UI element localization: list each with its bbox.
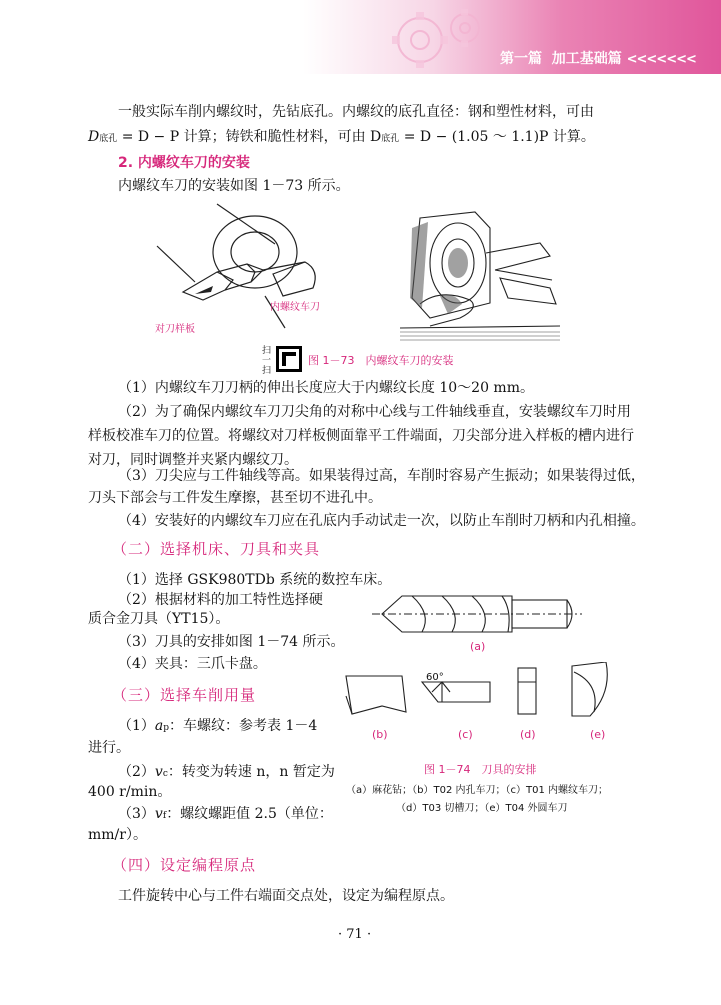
sym-d: D <box>88 129 100 145</box>
header-part-title: 加工基础篇 <box>551 51 622 67</box>
sec2-item-2-cont: 质合金刀具（YT15）。 <box>88 611 230 627</box>
page-header <box>0 0 721 74</box>
sec3-i3-num: （3） <box>118 806 155 822</box>
item-3-line-2: 刀头下部会与工件发生摩擦，甚至切不进孔中。 <box>88 490 382 506</box>
item-1: （1）内螺纹车刀刀柄的伸出长度应大于内螺纹长度 10～20 mm。 <box>118 380 534 396</box>
fig74-caption: 图 1－74 刀具的安排 <box>424 763 537 776</box>
fig74-label-c: (c) <box>458 728 473 741</box>
section-2-heading: （二）选择机床、刀具和夹具 <box>112 540 321 558</box>
sec3-item-1-cont: 进行。 <box>88 740 130 756</box>
sec3-i3-text: ：螺纹螺距值 2.5（单位： <box>166 806 333 822</box>
item-4: （4）安装好的内螺纹车刀应在孔底内手动试走一次，以防止车削时刀柄和内孔相撞。 <box>118 513 645 529</box>
fig73-caption: 图 1－73 内螺纹车刀的安装 <box>308 354 454 367</box>
sub-f: f <box>162 811 167 821</box>
subheading-install: 2. 内螺纹车刀的安装 <box>118 155 250 171</box>
formula-1: = D − P 计算；铸铁和脆性材料，可由 D <box>117 129 382 145</box>
header-part: 第一篇 <box>500 51 542 67</box>
sec3-item-1 <box>118 716 317 738</box>
sec3-i2-num: （2） <box>118 764 155 780</box>
sub-dikong-1: 底孔 <box>99 134 118 144</box>
fig73-lathe-illustration <box>400 208 560 343</box>
sub-p: p <box>163 723 170 733</box>
sub-dikong-2: 底孔 <box>381 134 400 144</box>
para-1-line-2 <box>88 127 595 149</box>
header-title <box>500 48 715 72</box>
sec3-item-3-cont: mm/r）。 <box>88 827 147 843</box>
sec3-i1-num: （1） <box>118 718 155 734</box>
fig74a-drill-drawing <box>372 590 582 640</box>
fig73-label-tool: 内螺纹车刀 <box>270 302 320 313</box>
sec3-i1-text: ：车螺纹：参考表 1－4 <box>169 718 318 734</box>
chevrons-icon: <<<<<<< <box>626 52 696 67</box>
item-2-line-2: 样板校准车刀的位置。将螺纹对刀样板侧面靠平工件端面，刀尖部分进入样板的槽内进行 <box>88 428 634 444</box>
page-number: · 71 · <box>338 927 372 942</box>
sym-v: v <box>154 764 163 780</box>
fig74-angle-label: 60° <box>426 672 444 683</box>
sec3-i2-text: ：转变为转速 n，n 暂定为 <box>167 764 335 780</box>
fig73-label-template: 对刀样板 <box>155 324 195 335</box>
fig74-legend-1: （a）麻花钻；（b）T02 内孔车刀；（c）T01 内螺纹车刀； <box>346 785 608 796</box>
section-3-heading: （三）选择车削用量 <box>112 686 257 704</box>
sec3-item-3 <box>118 804 333 826</box>
sec2-item-2: （2）根据材料的加工特性选择硬 <box>118 592 323 608</box>
scan-label: 扫一扫 <box>262 346 272 376</box>
para-2: 内螺纹车刀的安装如图 1－73 所示。 <box>118 178 350 194</box>
fig74-label-a: (a) <box>470 640 486 653</box>
sym-v-f: v <box>154 806 163 822</box>
sec2-item-1: （1）选择 GSK980TDb 系统的数控车床。 <box>118 572 392 588</box>
gear-decoration-icon <box>360 0 520 74</box>
sec3-item-2-cont: 400 r/min。 <box>88 784 172 800</box>
fig74-label-e: (e) <box>590 728 606 741</box>
sub-c: c <box>162 769 168 779</box>
para-last: 工件旋转中心与工件右端面交点处，设定为编程原点。 <box>118 888 454 904</box>
formula-2: = D − (1.05 ～ 1.1)P 计算。 <box>399 129 595 145</box>
section-4-heading: （四）设定编程原点 <box>112 856 257 874</box>
para-1-line-1: 一般实际车削内螺纹时，先钻底孔。内螺纹的底孔直径：钢和塑性材料，可由 <box>118 104 594 120</box>
sec2-item-3: （3）刀具的安排如图 1－74 所示。 <box>118 634 345 650</box>
item-3-line-1: （3）刀尖应与工件轴线等高。如果装得过高，车削时容易产生振动；如果装得过低， <box>118 468 645 484</box>
item-2-line-1: （2）为了确保内螺纹车刀刀尖角的对称中心线与工件轴线垂直，安装螺纹车刀时用 <box>118 404 631 420</box>
fig74-tools-drawing <box>342 662 632 726</box>
item-2-line-3: 对刀，同时调整并夹紧内螺纹刀。 <box>88 452 298 468</box>
sec2-item-4: （4）夹具：三爪卡盘。 <box>118 656 267 672</box>
fig73-template-drawing <box>155 200 340 340</box>
fig74-legend-2: （d）T03 切槽刀；（e）T04 外圆车刀 <box>396 803 568 814</box>
qr-code-icon[interactable] <box>276 346 302 372</box>
sec3-item-2 <box>118 762 335 784</box>
sym-a: a <box>154 718 164 734</box>
fig74-label-b: (b) <box>372 728 388 741</box>
fig74-label-d: (d) <box>520 728 536 741</box>
